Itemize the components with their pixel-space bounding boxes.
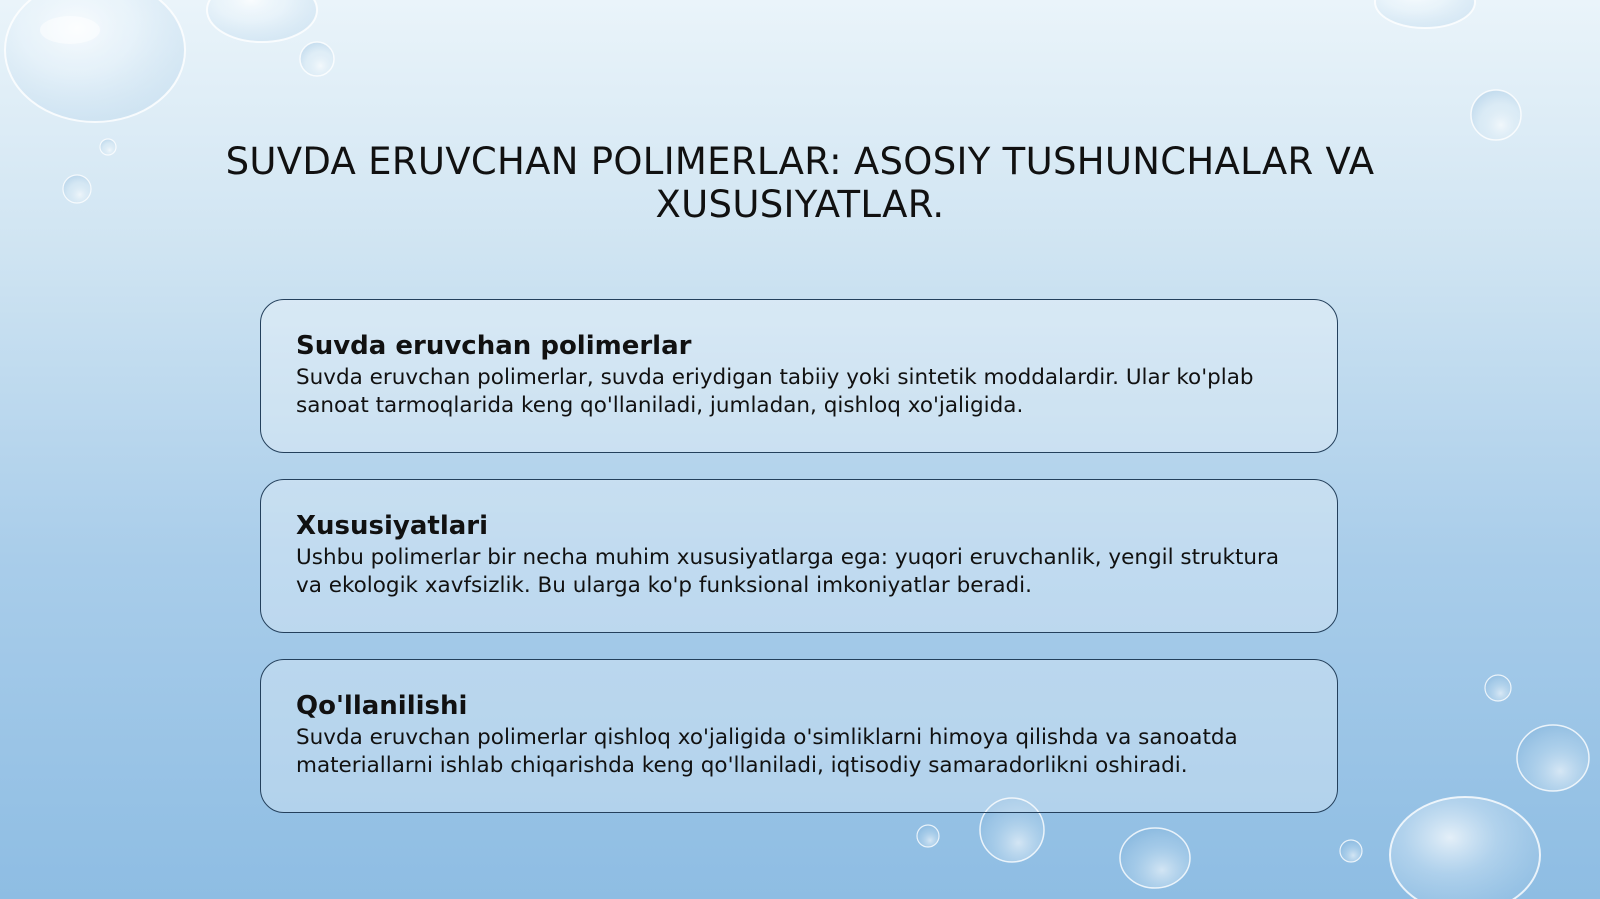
drop-small-3 xyxy=(63,175,91,203)
card-heading: Xususiyatlari xyxy=(296,511,489,541)
drop-small-2 xyxy=(100,139,116,155)
drop-small-1 xyxy=(300,42,334,76)
card-heading: Qo'llanilishi xyxy=(296,691,468,721)
drop-right-2 xyxy=(1485,675,1511,701)
drop-bottom-4 xyxy=(1340,840,1362,862)
drop-bottom-2 xyxy=(917,825,939,847)
drop-right-3 xyxy=(1517,725,1589,791)
info-card-applications xyxy=(260,659,1338,813)
card-text: Ushbu polimerlar bir necha muhim xususiyatlarga ega: yuqori eruvchanlik, yengil struktura va ekologik xavfsizlik. Bu ularga ko'p funksional imkoniyatlar beradi. xyxy=(296,545,1280,598)
info-card-definition xyxy=(260,299,1338,453)
slide-title: SUVDA ERUVCHAN POLIMERLAR: ASOSIY TUSHUNCHALAR VA XUSUSIYATLAR. xyxy=(225,140,1375,226)
drop-large-top-left xyxy=(5,0,185,122)
drop-top xyxy=(207,0,317,42)
drop-bottom-3 xyxy=(1120,828,1190,888)
drop-top-right xyxy=(1375,0,1475,28)
drop-bottom-right-large xyxy=(1390,797,1540,899)
card-heading: Suvda eruvchan polimerlar xyxy=(296,331,692,361)
card-text: Suvda eruvchan polimerlar qishloq xo'jaligida o'simliklarni himoya qilishda va sanoatda materiallarni ishlab chiqarishda keng qo'llaniladi, iqtisodiy samaradorlikni oshiradi. xyxy=(296,725,1238,778)
drop-right-1 xyxy=(1471,90,1521,140)
card-text: Suvda eruvchan polimerlar, suvda eriydigan tabiiy yoki sintetik moddalardir. Ular ko'plab sanoat tarmoqlarida keng qo'llaniladi, jumladan, qishloq xo'jaligida. xyxy=(296,365,1254,418)
info-card-properties xyxy=(260,479,1338,633)
